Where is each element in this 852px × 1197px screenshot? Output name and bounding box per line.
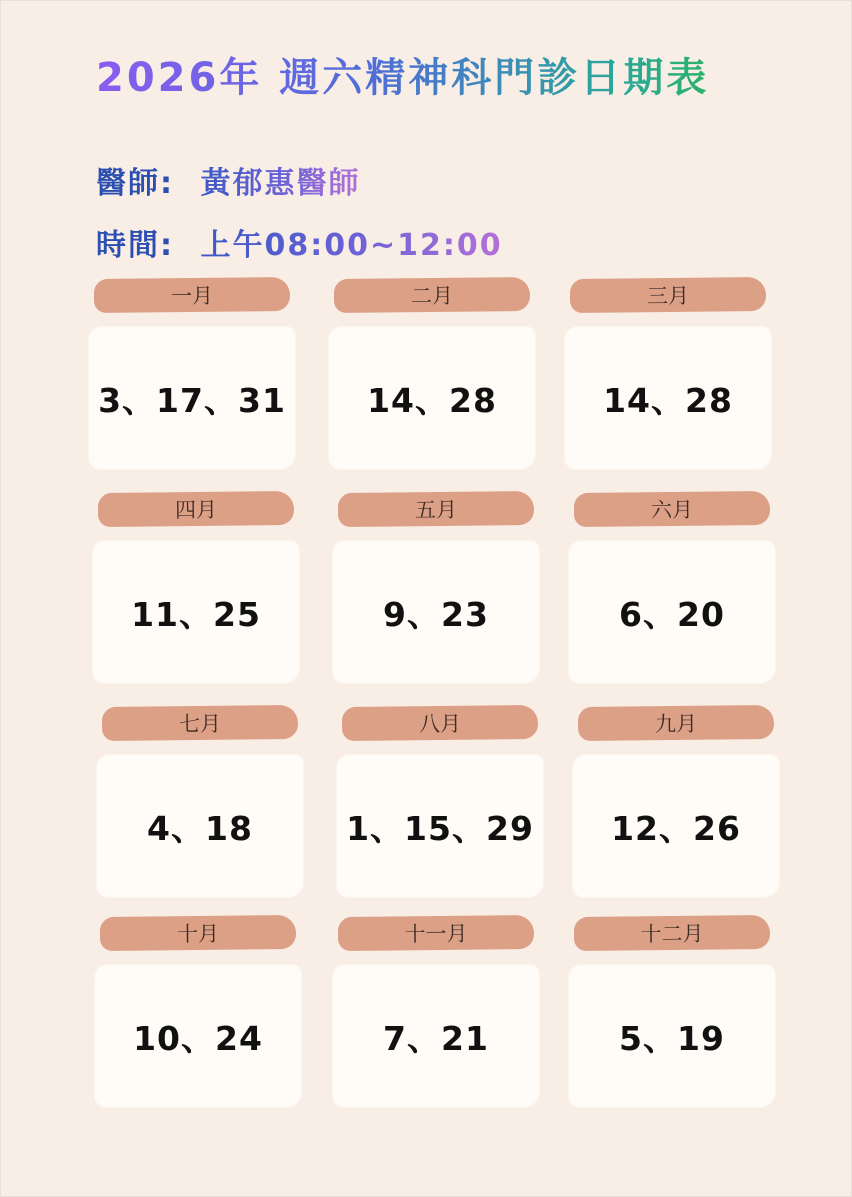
month-card-jun bbox=[568, 492, 778, 702]
month-card-feb bbox=[328, 278, 538, 488]
month-dates: 5、19 bbox=[568, 964, 776, 1108]
month-grid bbox=[88, 278, 778, 1118]
page-title: 2026年 週六精神科門診日期表 bbox=[96, 46, 709, 103]
month-tab: 六月 bbox=[574, 491, 770, 527]
doctor-name: 黃郁惠醫師 bbox=[200, 166, 361, 201]
month-card-nov bbox=[332, 916, 542, 1126]
month-dates: 6、20 bbox=[568, 540, 776, 684]
month-tab: 十二月 bbox=[574, 915, 770, 951]
month-tab: 七月 bbox=[102, 705, 298, 741]
month-dates: 1、15、29 bbox=[336, 754, 544, 898]
month-tab: 五月 bbox=[338, 491, 534, 527]
month-card-sep bbox=[572, 706, 782, 916]
month-tab: 二月 bbox=[334, 277, 530, 313]
month-card-apr bbox=[92, 492, 302, 702]
month-card-dec bbox=[568, 916, 778, 1126]
month-card-jan bbox=[88, 278, 298, 488]
month-card-jul bbox=[96, 706, 306, 916]
month-tab: 十月 bbox=[100, 915, 296, 951]
doctor-label: 醫師: bbox=[96, 166, 174, 201]
month-dates: 12、26 bbox=[572, 754, 780, 898]
month-tab: 九月 bbox=[578, 705, 774, 741]
time-label: 時間: bbox=[96, 228, 174, 263]
doctor-row bbox=[96, 158, 360, 202]
month-tab: 八月 bbox=[342, 705, 538, 741]
month-tab: 三月 bbox=[570, 277, 766, 313]
time-value: 上午08:00~12:00 bbox=[200, 228, 503, 263]
month-card-may bbox=[332, 492, 542, 702]
month-dates: 11、25 bbox=[92, 540, 300, 684]
month-tab: 十一月 bbox=[338, 915, 534, 951]
month-tab: 一月 bbox=[94, 277, 290, 313]
month-card-oct bbox=[94, 916, 304, 1126]
month-card-aug bbox=[336, 706, 546, 916]
month-card-mar bbox=[564, 278, 774, 488]
month-dates: 3、17、31 bbox=[88, 326, 296, 470]
month-dates: 14、28 bbox=[564, 326, 772, 470]
month-dates: 4、18 bbox=[96, 754, 304, 898]
month-dates: 7、21 bbox=[332, 964, 540, 1108]
month-dates: 14、28 bbox=[328, 326, 536, 470]
month-tab: 四月 bbox=[98, 491, 294, 527]
month-dates: 10、24 bbox=[94, 964, 302, 1108]
month-dates: 9、23 bbox=[332, 540, 540, 684]
time-row bbox=[96, 220, 503, 264]
